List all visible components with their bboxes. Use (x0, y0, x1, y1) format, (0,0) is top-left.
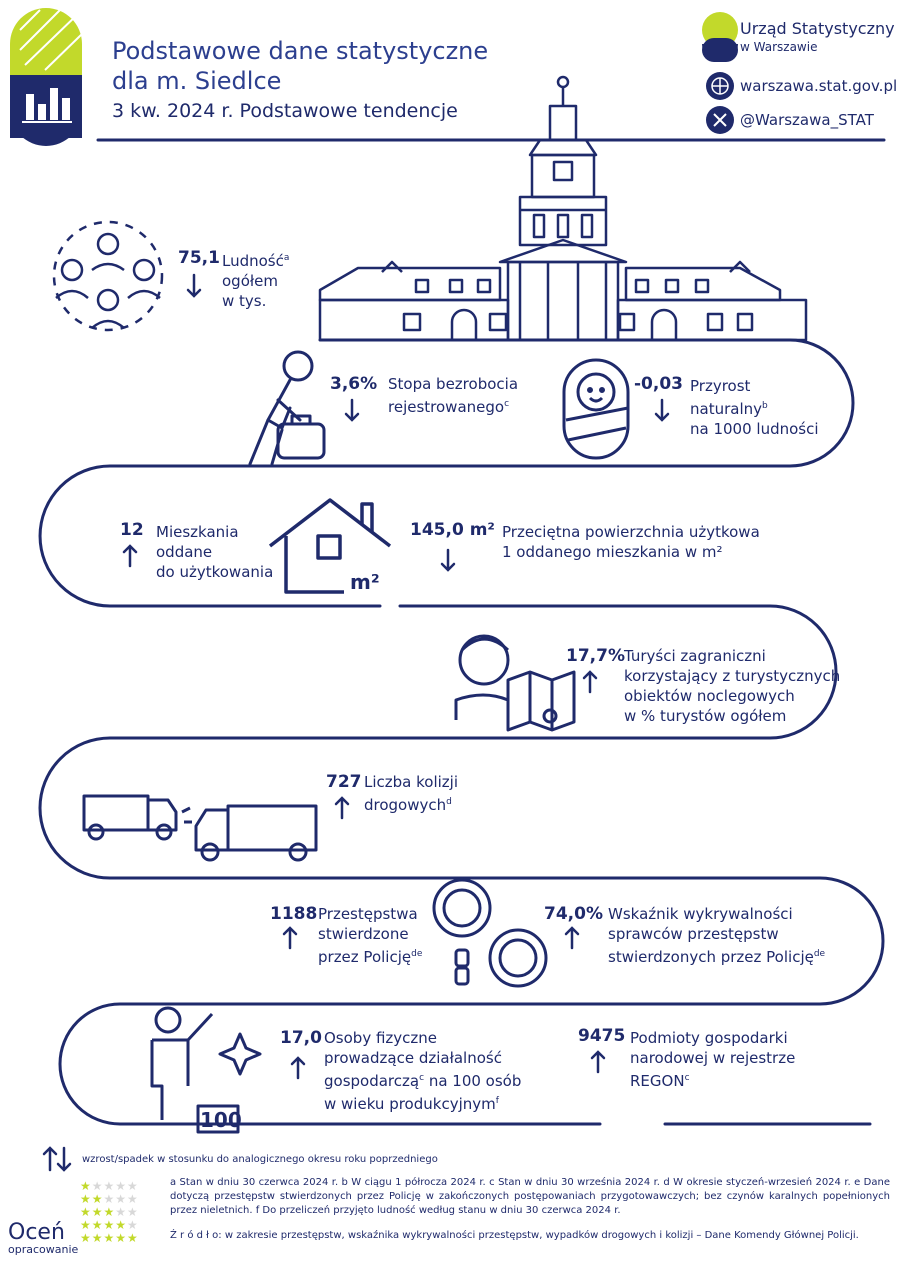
entrepreneurs-label: Osoby fizyczne prowadzące działalność gospodarczą$^c$ na 100 osób w wieku produkcyjnym$^f$ (324, 1029, 522, 1113)
office-sub: w Warszawie (740, 40, 818, 54)
rating-3-star[interactable]: ★★★★★ (80, 1205, 139, 1219)
dwellings-value: 12 (120, 520, 144, 540)
people-group-icon (54, 222, 162, 330)
unemployment-label: Stopa bezrobocia rejestrowanego$^c$ (388, 375, 519, 416)
office-name: Urząd Statystyczny (740, 19, 895, 38)
page-subtitle: 3 kw. 2024 r. Podstawowe tendencje (112, 100, 458, 122)
rating-1-star[interactable]: ★★★★★ (80, 1179, 139, 1193)
unemployment-value: 3,6% (330, 374, 378, 394)
population-value: 75,1 (178, 248, 220, 268)
stats-logo-badge (10, 8, 82, 146)
rating-widget[interactable] (80, 1180, 139, 1245)
population-label: Ludność$^a$ ogółem w tys. (222, 252, 290, 310)
title-line-1: Podstawowe dane statystyczne (112, 37, 489, 65)
regon-label: Podmioty gospodarki narodowej w rejestrze REGON$^c$ (630, 1029, 796, 1090)
baby-icon (564, 360, 628, 458)
regon-value: 9475 (578, 1026, 626, 1046)
gus-logo-icon (702, 12, 738, 62)
collisions-label: Liczba kolizji drogowych$^d$ (364, 773, 458, 814)
twitter-link[interactable]: @Warszawa_STAT (740, 111, 874, 129)
dwelling-area-label: Przeciętna powierzchnia użytkowa 1 oddanego mieszkania w m² (502, 523, 760, 561)
footnotes: a Stan w dniu 30 czerwca 2024 r. b W ciągu 1 półrocza 2024 r. c Stan w dniu 30 września 2024 r. d W okresie styczeń-wrzesień 2024 r. e Dane dotyczą przestępstw stwierdzonych przez Policję w zakończonych postępowaniach przygotowawczych; bez czynów karalnych popełnionych przez nieletnich. f Do przeliczeń przyjęto ludność według stanu w dniu 30 czerwca 2024 r. (170, 1177, 890, 1216)
title-line-2: dla m. Siedlce (112, 67, 282, 95)
entrepreneurs-value: 17,0 (280, 1028, 322, 1048)
crimes-label: Przestępstwa stwierdzone przez Policję$^{de}$ (318, 905, 423, 966)
rating-title: Oceń opracowanie (8, 1220, 79, 1256)
website-link[interactable]: warszawa.stat.gov.pl (740, 77, 898, 95)
detection-rate-value: 74,0% (544, 904, 603, 924)
trend-legend: wzrost/spadek w stosunku do analogicznego okresu roku poprzedniego (82, 1154, 438, 1165)
source-note: Ź r ó d ł o: w zakresie przestępstw, wskaźnika wykrywalności przestępstw, wypadków drogowych i kolizji – Dane Komendy Głównej Policji. (170, 1230, 859, 1241)
dwelling-area-value: 145,0 m² (410, 520, 495, 540)
crimes-value: 1188 (270, 904, 318, 924)
natural-growth-label: Przyrost naturalny$^b$ na 1000 ludności (690, 377, 819, 438)
page-title (112, 36, 488, 96)
rating-4-star[interactable]: ★★★★★ (80, 1218, 139, 1232)
natural-growth-value: -0,03 (634, 374, 683, 394)
dwellings-label: Mieszkania oddane do użytkowania (156, 523, 274, 581)
office-logo-text (740, 20, 895, 56)
tourist-map-icon (456, 636, 574, 730)
truck-collision-icon (84, 796, 316, 860)
rating-5-star[interactable]: ★★★★★ (80, 1231, 139, 1245)
tourists-value: 17,7% (566, 646, 625, 666)
rating-2-star[interactable]: ★★★★★ (80, 1192, 139, 1206)
m2-icon-label: m² (350, 570, 380, 594)
tourists-label: Turyści zagraniczni korzystający z turystycznych obiektów noclegowych w % turystów ogółem (624, 647, 841, 725)
collisions-value: 727 (326, 772, 362, 792)
hundred-icon-label: 100 (200, 1108, 242, 1132)
person-with-suitcase-icon (250, 352, 324, 464)
handcuffs-icon (434, 880, 546, 986)
detection-rate-label: Wskaźnik wykrywalności sprawców przestępstw stwierdzonych przez Policję$^{de}$ (608, 905, 826, 966)
